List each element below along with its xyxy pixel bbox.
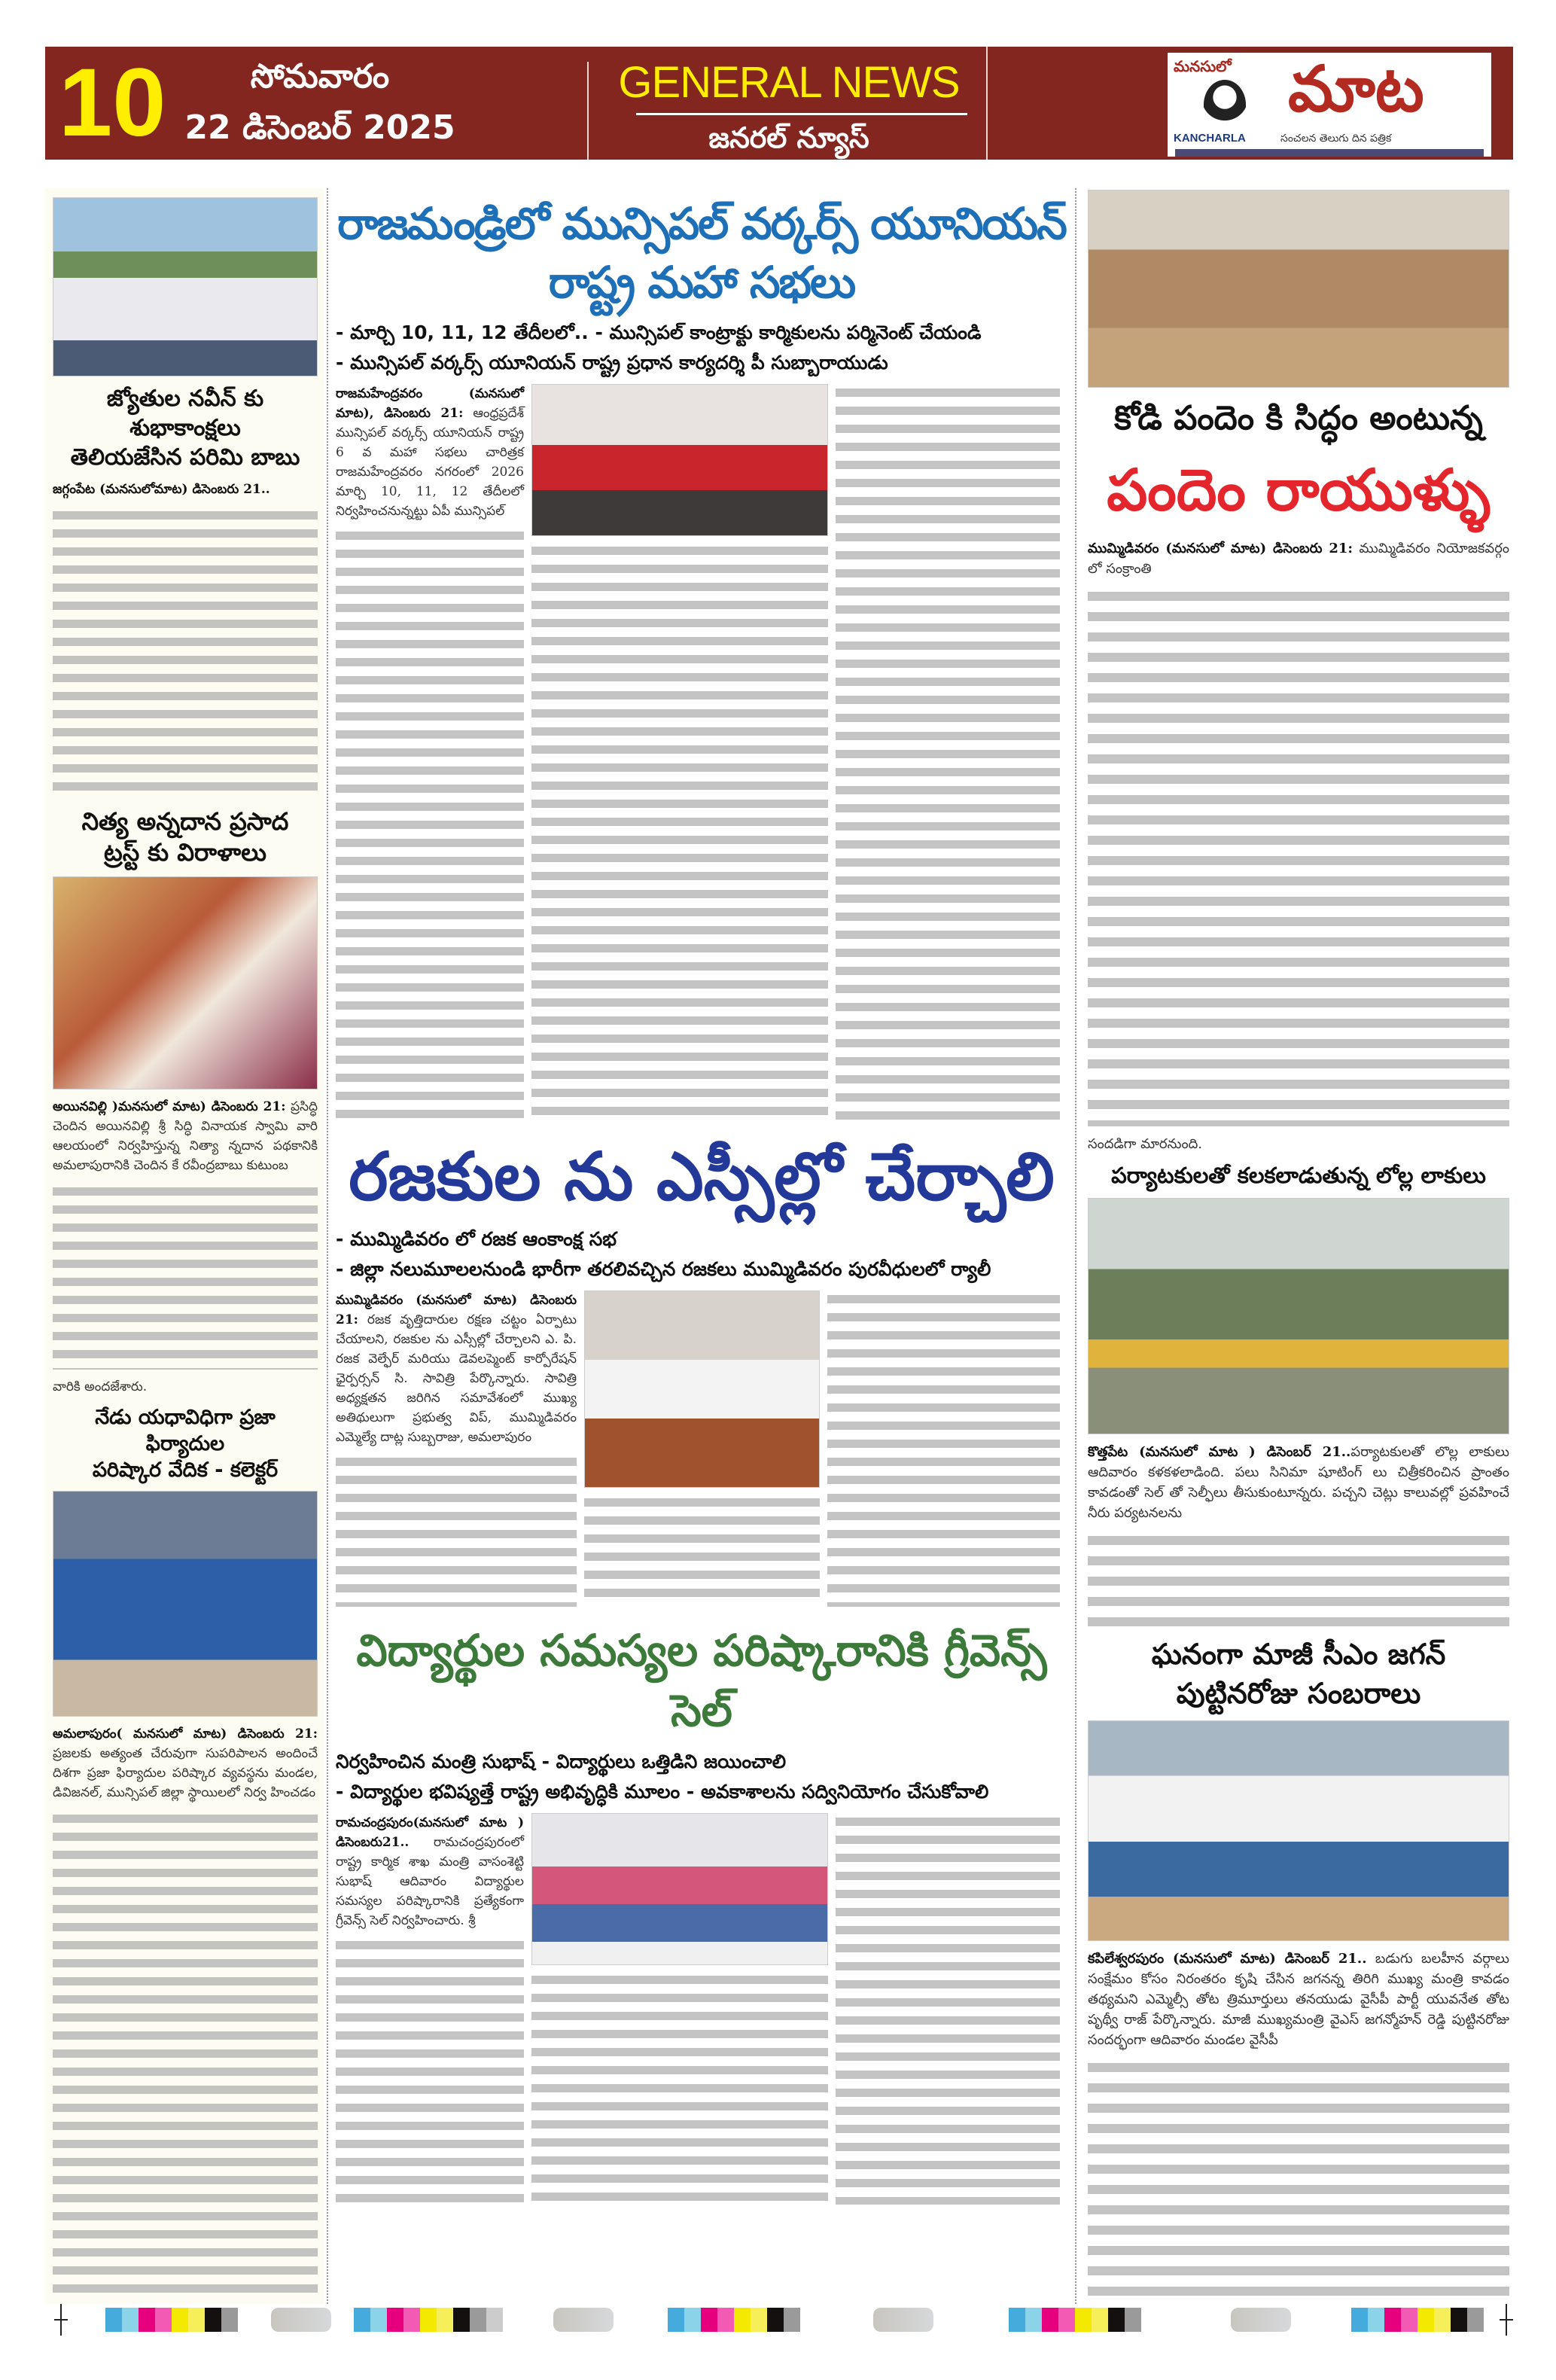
photo-birthday-celebration bbox=[1088, 1720, 1509, 1941]
headline-line: నిత్య అన్నదాన ప్రసాద bbox=[81, 806, 289, 836]
headline-municipal-workers: రాజమండ్రిలో మున్సిపల్ వర్కర్స్ యూనియన్ రాష్ట్ర మహా సభలు bbox=[337, 198, 1066, 308]
headline-grievance-cell: విద్యార్థుల సమస్యల పరిష్కారానికి గ్రీవెన్స్ సెల్ bbox=[356, 1625, 1047, 1736]
dateline: కపిలేశ్వరపురం (మనసులో మాట) డిసెంబర్ 21.. bbox=[1088, 1950, 1367, 1967]
registration-mark-icon bbox=[1506, 2304, 1507, 2336]
dateline: రామచంద్రపురం(మనసులో మాట ) డిసెంబరు21.. bbox=[336, 1815, 524, 1850]
dateline: ముమ్మిడివరం (మనసులో మాట) డిసెంబరు 21: bbox=[336, 1293, 577, 1327]
article-body-text bbox=[531, 1971, 828, 2205]
subhead: - ముమ్మిడివరం లో రజక ఆంకాంక్ష సభ bbox=[336, 1228, 617, 1250]
subheads bbox=[336, 1747, 1067, 1807]
article-body-text bbox=[1088, 2058, 1509, 2296]
dateline: అమలాపురం( మనసులో మాట) డిసెంబరు 21: bbox=[53, 1726, 318, 1742]
article-closing: వారికి అందజేశారు. bbox=[53, 1379, 148, 1394]
subheads bbox=[336, 318, 1067, 378]
grey-patch bbox=[1231, 2308, 1291, 2332]
dateline: జగ్గంపేట (మనసులోమాట) డిసెంబరు 21.. bbox=[53, 482, 270, 497]
article-lead bbox=[1088, 538, 1509, 579]
article-body-text bbox=[836, 384, 1060, 1122]
dateline: రాజమహేంద్రవరం (మనసులో మాట), డిసెంబరు 21: bbox=[336, 386, 524, 421]
article-body-text bbox=[336, 527, 524, 1122]
headline-left-3 bbox=[53, 1404, 318, 1483]
color-bar bbox=[354, 2308, 503, 2332]
color-bar bbox=[105, 2308, 238, 2332]
subheads bbox=[336, 1224, 1067, 1284]
divider bbox=[636, 113, 967, 115]
divider bbox=[986, 47, 988, 160]
dateline: కొత్తపేట (మనసులో మాట ) డిసెంబర్ 21.. bbox=[1088, 1444, 1351, 1461]
subhead: - మార్చి 10, 11, 12 తేదీలలో.. - మున్సిపల్ కాంట్రాక్టు కార్మికులను పర్మినెంట్ చేయండి bbox=[336, 321, 982, 343]
article-lead bbox=[336, 384, 524, 521]
photo-felicitation bbox=[53, 197, 318, 376]
headline-line: పరిష్కార వేదిక - కలెక్టర్ bbox=[92, 1458, 279, 1483]
article-text: ముమ్మిడివరం నియోజకవర్గం లో సంక్రాంతి bbox=[1088, 541, 1509, 577]
headline-line: జ్యోతుల నవీన్ కు శుభాకాంక్షలు bbox=[106, 385, 264, 441]
article-columns bbox=[336, 1291, 1067, 1607]
article-lead bbox=[53, 1724, 318, 1803]
page-number: 10 bbox=[59, 49, 166, 157]
headline-left-2 bbox=[53, 806, 318, 869]
headline-line: పుట్టినరోజు సంబరాలు bbox=[1176, 1676, 1421, 1710]
headline-rajakas: రజకుల ను ఎస్సీల్లో చేర్చాలి bbox=[349, 1138, 1055, 1215]
article-closing: సందడిగా మారనుంది. bbox=[1088, 1136, 1203, 1153]
photo-lolla-locks bbox=[1088, 1198, 1509, 1434]
article-lead bbox=[336, 1291, 577, 1447]
photo-roosters bbox=[1088, 190, 1509, 388]
subhead: - జిల్లా నలుమూలలనుండి భారీగా తరలివచ్చిన రజకలు ముమ్మిడివరం పురవీధులలో ర్యాలీ bbox=[336, 1258, 991, 1280]
headline-rooster-fight: పందెం రాయుళ్ళు bbox=[1107, 456, 1491, 523]
column-separator bbox=[1075, 188, 1076, 2304]
article-body-text bbox=[1088, 587, 1509, 1126]
headline-left-1 bbox=[53, 384, 318, 472]
dateline: అయినవిల్లి )మనసులో మాట) డిసెంబరు 21: bbox=[53, 1099, 286, 1115]
article-body-text bbox=[836, 1813, 1060, 2205]
registration-mark-icon bbox=[60, 2304, 62, 2336]
article-body-text bbox=[531, 542, 828, 1122]
color-bar bbox=[1351, 2308, 1484, 2332]
newspaper-logo bbox=[1168, 53, 1491, 157]
headline-jagan-birthday bbox=[1088, 1635, 1509, 1713]
logo-tagline: సంచలన తెలుగు దిన పత్రిక bbox=[1280, 133, 1392, 145]
photo-donation bbox=[53, 876, 318, 1089]
article-body-text bbox=[1088, 1531, 1509, 1626]
headline-line: ట్రస్ట్ కు విరాళాలు bbox=[103, 838, 266, 867]
divider bbox=[587, 62, 589, 160]
dateline: ముమ్మిడివరం (మనసులో మాట) డిసెంబరు 21: bbox=[1088, 541, 1354, 556]
issue-date: 22 డిసెంబర్ 2025 bbox=[184, 108, 455, 147]
article-text: రజక వృత్తిదారుల రక్షణ చట్టం ఏర్పాటు చేయాలని, రజకుల ను ఎస్సీల్లో చేర్చాలని ఎ. పి. రజక వెల్ఫేర్ మరియు డెవలప్మెంట్ కార్పోరేషన్ ఛైర్పర్సన్ సి. సావిత్రి పేర్కొన్నారు. సావిత్రి అధ్యక్షతన జరిగిన సమావేశంలో ముఖ్య అతిథులుగా ప్రభుత్వ విప్, ముమ్మిడివరం ఎమ్మెల్యే దాట్ల సుబ్బరాజు, అమలాపురం bbox=[336, 1312, 577, 1445]
right-column bbox=[1088, 190, 1509, 2296]
logo-brand: KANCHARLA bbox=[1174, 132, 1246, 145]
photo-union-meeting bbox=[531, 384, 828, 536]
photo-students bbox=[531, 1813, 828, 1965]
article-text: ప్రజలకు అత్యంత చేరువుగా సుపరిపాలన అందించే దిశగా ప్రజా ఫిర్యాదుల పరిష్కార వ్యవస్థను మండల, డివిజనల్, మున్సిపల్ జిల్లా స్థాయిలలో నిర్వ హించడం bbox=[53, 1746, 318, 1801]
article-columns bbox=[336, 1813, 1067, 2205]
left-column bbox=[53, 197, 318, 2298]
center-column bbox=[336, 194, 1067, 2296]
article-text: పర్యాటకులతో లొల్ల లాకులు ఆదివారం కళకళలాడింది. పలు సినిమా షూటింగ్ లు చిత్రీకరించిన ప్రాంతం కావడంతో సెల్ తో సెల్ఫీలు తీసుకుంటూన్నరు. పచ్చని చెట్లు కాలువల్లో ప్రవహించే నీరు పర్యటనలను bbox=[1088, 1444, 1509, 1522]
day-name: సోమవారం bbox=[250, 57, 390, 96]
article-body-text bbox=[827, 1291, 1060, 1607]
subhead: - విద్యార్థుల భవిష్యత్తే రాష్ట్ర అభివృద్ధికి మూలం - అవకాశాలను సద్వినియోగం చేసుకోవాలి bbox=[336, 1781, 989, 1803]
color-bar bbox=[668, 2308, 800, 2332]
portrait-icon bbox=[1204, 80, 1246, 130]
article-lead bbox=[53, 480, 318, 499]
article-body-text bbox=[53, 507, 318, 799]
article-lead bbox=[1088, 1442, 1509, 1523]
headline-line: నేడు యధావిధిగా ప్రజా ఫిర్యాదుల bbox=[95, 1405, 276, 1455]
grey-patch bbox=[271, 2308, 331, 2332]
article-text: ఆంధ్రప్రదేశ్ మున్సిపల్ వర్కర్స్ యూనియన్ రాష్ట్ర 6 వ మహా సభలు చారిత్రక రాజమహేంద్రవరం నగరంలో 2026 మార్చి 10, 11, 12 తేదీలలో నిర్వహించనున్నట్టు ఏపీ మున్సిపల్ bbox=[336, 406, 524, 519]
article-body-text bbox=[53, 1183, 318, 1370]
article-body-text bbox=[584, 1494, 820, 1607]
article-text: ప్రసిద్ధి చెందిన అయినవిల్లి శ్రీ సిద్ధి వినాయక స్వామి వారి ఆలయంలో నిర్వహిస్తున్న నిత్యా న్నదాన పథకానికి అమలాపురానికి చెందిన కే రవీంద్రబాబు కుటుంబ bbox=[53, 1099, 318, 1174]
story-municipal-workers bbox=[336, 194, 1067, 1122]
article-body-text bbox=[336, 1937, 524, 2205]
subhead: నిర్వహించిన మంత్రి సుభాష్ - విద్యార్థులు ఒత్తిడిని జయించాలి bbox=[336, 1751, 787, 1772]
section-title-te: జనరల్ న్యూస్ bbox=[708, 121, 869, 154]
headline-lolla-locks: పర్యాటకులతో కలకలాడుతున్న లోల్ల లాకులు bbox=[1111, 1163, 1486, 1189]
grey-patch bbox=[553, 2308, 614, 2332]
story-rajakas bbox=[336, 1135, 1067, 1607]
article-text: రామచంద్రపురంలో రాష్ట్ర కార్మిక శాఖ మంత్రి వాసంశెట్టి సుభాష్ ఆదివారం విద్యార్థుల సమస్యల పరిష్కారానికి ప్రత్యేకంగా గ్రీవెన్స్ సెల్ నిర్వహించారు. శ్రీ bbox=[336, 1835, 524, 1928]
grey-patch bbox=[873, 2308, 933, 2332]
article-lead bbox=[336, 1813, 524, 1931]
photo-speaker-podium bbox=[584, 1291, 820, 1488]
photo-collector bbox=[53, 1491, 318, 1717]
article-lead bbox=[53, 1097, 318, 1175]
kicker-rooster-fight: కోడి పందెం కి సిద్ధం అంటున్న bbox=[1114, 399, 1483, 437]
headline-line: ఘనంగా మాజీ సీఎం జగన్ bbox=[1151, 1637, 1446, 1671]
article-text: బడుగు బలహీన వర్గాలు సంక్షేమం కోసం నిరంతరం కృషి చేసిన జగనన్న తిరిగి ముఖ్య మంత్రి కావడం తథ్యమని ఎమ్మెల్సీ తోట త్రిమూర్తులు తనయుడు వైసీపీ పార్టీ యువనేత తోట పృథ్వీ రాజ్ పేర్కొన్నారు. మాజీ ముఖ్యమంత్రి వైఎస్ జగన్మోహన్ రెడ్డి పుట్టినరోజు సందర్భంగా ఆదివారం మండల వైసీపీ bbox=[1088, 1950, 1509, 2048]
logo-title: మాట bbox=[1288, 52, 1424, 126]
logo-bar bbox=[1175, 149, 1484, 157]
subhead: - మున్సిపల్ వర్కర్స్ యూనియన్ రాష్ట్ర ప్రధాన కార్యదర్శి పీ సుబ్బారాయుడు bbox=[336, 352, 888, 373]
column-separator bbox=[327, 188, 328, 2304]
article-body-text bbox=[336, 1453, 577, 1607]
article-lead bbox=[1088, 1949, 1509, 2050]
section-title-en: GENERAL NEWS bbox=[618, 58, 960, 107]
logo-small-text: మనసులో bbox=[1174, 57, 1232, 75]
headline-line: తెలియజేసిన పరిమి బాబు bbox=[70, 444, 300, 471]
article-body-text bbox=[53, 1810, 318, 2298]
article-columns bbox=[336, 384, 1067, 1122]
masthead bbox=[45, 47, 1513, 160]
story-grievance-cell bbox=[336, 1620, 1067, 2205]
color-bar bbox=[1009, 2308, 1141, 2332]
